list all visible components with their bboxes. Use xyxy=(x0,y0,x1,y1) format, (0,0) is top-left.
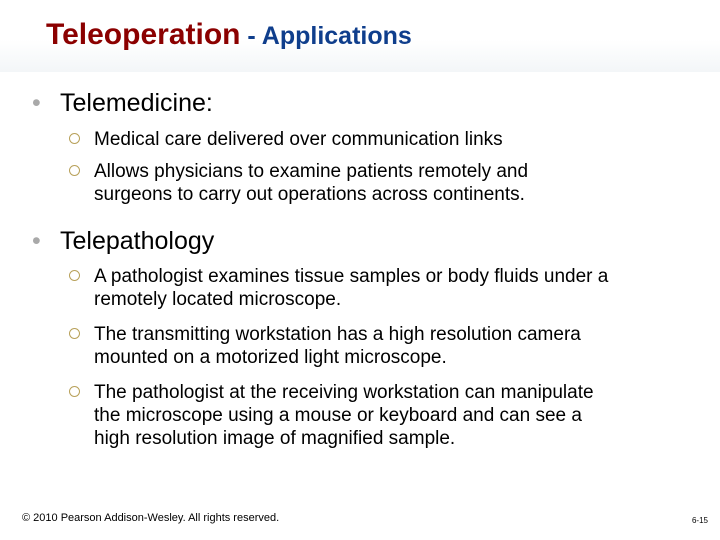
sub-bullet-line: The transmitting workstation has a high resolution camera xyxy=(94,324,581,345)
sub-bullet xyxy=(69,381,594,450)
circle-bullet-icon xyxy=(69,270,80,281)
sub-bullet-line: surgeons to carry out operations across continents. xyxy=(94,184,525,205)
sub-bullet xyxy=(69,160,528,206)
bullet-label-telepathology: Telepathology xyxy=(60,227,215,255)
sub-bullet xyxy=(69,323,581,369)
sub-bullet-line: mounted on a motorized light microscope. xyxy=(94,347,447,368)
sub-bullet-line: Allows physicians to examine patients remotely and xyxy=(94,161,529,182)
title-main: Teleoperation xyxy=(46,18,241,51)
bullet-dot-icon: • xyxy=(32,227,41,255)
footer-page-number: 6-15 xyxy=(691,516,708,525)
circle-bullet-icon xyxy=(69,328,80,339)
sub-bullet-line: high resolution image of magnified sample. xyxy=(94,428,456,449)
title-subtitle: - Applications xyxy=(240,22,412,50)
slide-title xyxy=(46,18,412,52)
sub-bullet-line: the microscope using a mouse or keyboard and can see a xyxy=(94,405,582,426)
circle-bullet-icon xyxy=(69,386,80,397)
sub-bullet-line: Medical care delivered over communication links xyxy=(94,129,503,150)
sub-bullet-line: remotely located microscope. xyxy=(94,289,342,310)
bullet-label-telemedicine: Telemedicine: xyxy=(60,89,213,117)
sub-bullet xyxy=(69,265,608,311)
bullet-dot-icon: • xyxy=(32,89,41,117)
sub-bullet xyxy=(69,128,503,151)
circle-bullet-icon xyxy=(69,165,80,176)
sub-bullet-line: The pathologist at the receiving workstation can manipulate xyxy=(94,382,594,403)
circle-bullet-icon xyxy=(69,133,80,144)
footer-copyright: © 2010 Pearson Addison-Wesley. All rights reserved. xyxy=(22,512,280,524)
sub-bullet-line: A pathologist examines tissue samples or body fluids under a xyxy=(94,266,609,287)
